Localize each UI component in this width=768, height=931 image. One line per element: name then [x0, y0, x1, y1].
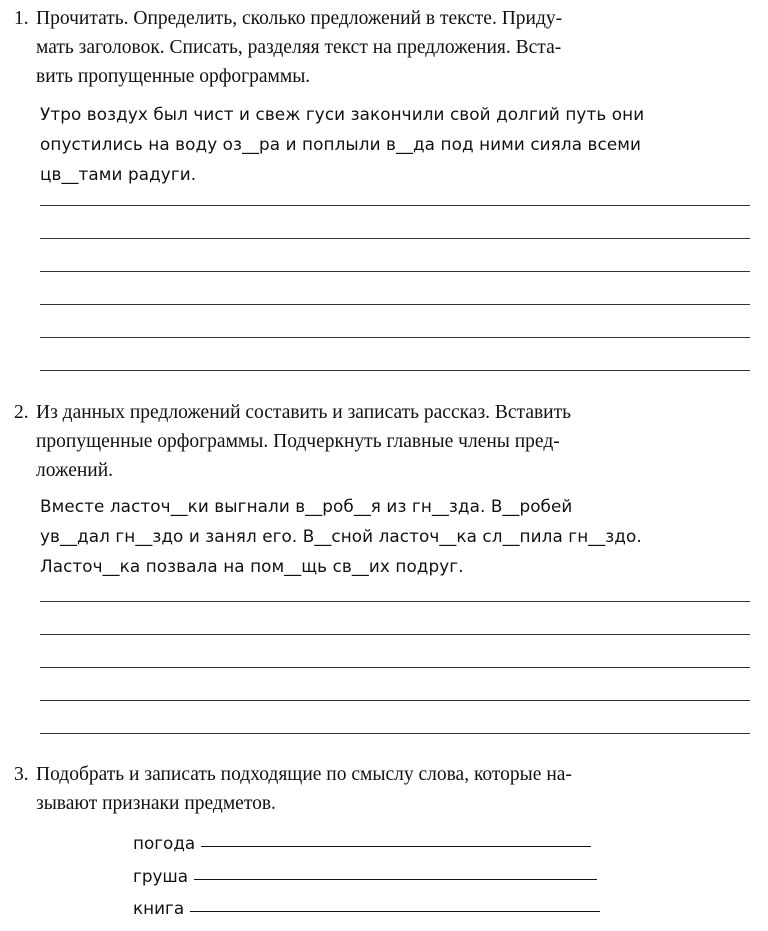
task-2-number: 2.: [14, 402, 29, 423]
task-3-instruction: 3. Подобрать и записать подходящие по смыслу слова, которые на- зывают признаки предметов.: [14, 760, 754, 818]
answer-line[interactable]: [40, 668, 750, 701]
answer-line[interactable]: [40, 206, 750, 239]
task-1-passage: Утро воздух был чист и свеж гуси закончили свой долгий путь они опустились на воду оз__ра и поплыли в__да под ними сияла всеми цв__тами радуги.: [40, 104, 645, 184]
answer-line[interactable]: [40, 305, 750, 338]
word-answer-blank[interactable]: [194, 879, 597, 880]
task-1-answer-lines[interactable]: [40, 173, 750, 371]
word-answer-blank[interactable]: [190, 911, 600, 912]
answer-line[interactable]: [40, 173, 750, 206]
answer-line[interactable]: [40, 569, 750, 602]
task-2-passage: Вместе ласточ__ки выгнали в__роб__я из гн__зда. В__робей ув__дал гн__здо и занял его. В__сной ласточ__ка сл__пила гн__здо. Ласточ__ка позвала на пом__щь св__их подруг.: [40, 496, 642, 576]
answer-line[interactable]: [40, 272, 750, 305]
word-row-grusha: [133, 856, 597, 886]
word-answer-blank[interactable]: [201, 846, 591, 847]
answer-line[interactable]: [40, 239, 750, 272]
answer-line[interactable]: [40, 338, 750, 371]
answer-line[interactable]: [40, 635, 750, 668]
word-label: погода: [133, 833, 196, 853]
task-3: [14, 760, 754, 818]
task-2-instruction: 2. Из данных предложений составить и записать рассказ. Вставить пропущенные орфограммы. Подчеркнуть главные члены пред- ложений.: [14, 398, 754, 485]
task-1-instruction: 1. Прочитать. Определить, сколько предложений в тексте. Приду- мать заголовок. Списать, разделяя текст на предложения. Вста- вить пропущенные орфограммы.: [14, 4, 754, 91]
word-row-pogoda: [133, 823, 591, 853]
task-1: [14, 4, 754, 189]
answer-line[interactable]: [40, 701, 750, 734]
word-label: груша: [133, 866, 189, 886]
answer-line[interactable]: [40, 602, 750, 635]
word-label: книга: [133, 898, 185, 918]
word-row-kniga: [133, 888, 600, 918]
task-3-number: 3.: [14, 764, 29, 785]
task-2: [14, 398, 754, 581]
task-2-answer-lines[interactable]: [40, 569, 750, 734]
task-1-number: 1.: [14, 8, 29, 29]
